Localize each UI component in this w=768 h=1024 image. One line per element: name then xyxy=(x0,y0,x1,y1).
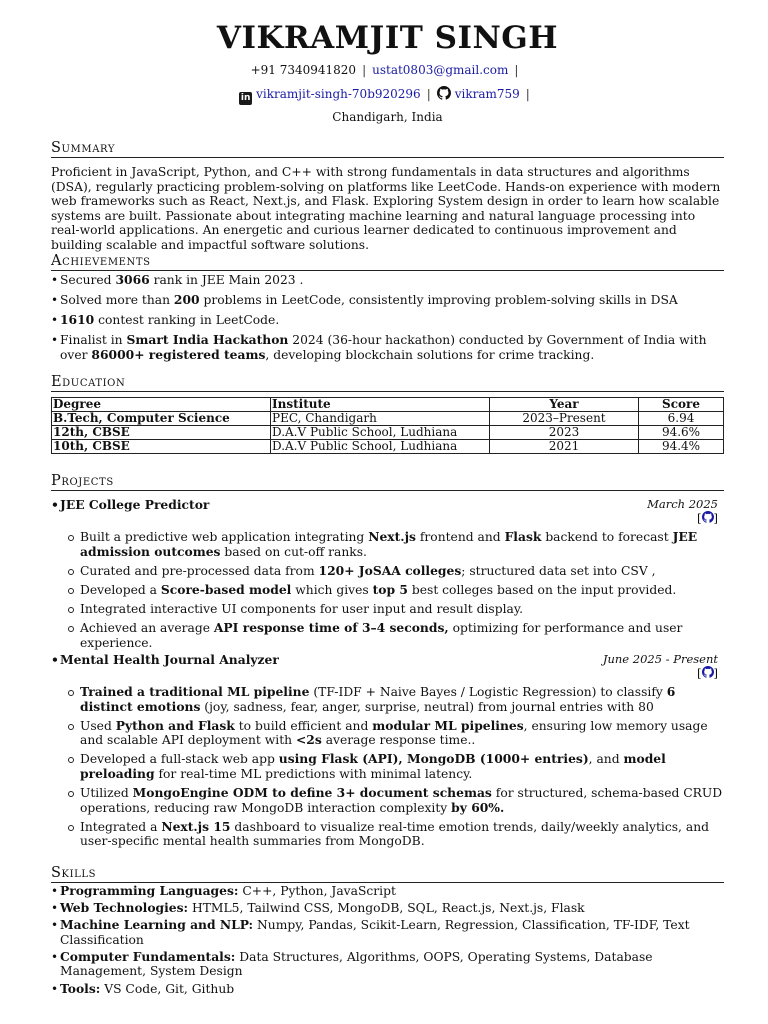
section-title-skills: Skills xyxy=(51,865,724,883)
project-points xyxy=(68,530,724,655)
table-header: Year xyxy=(490,398,639,412)
separator: | xyxy=(362,63,367,77)
project-point: Achieved an average API response time of 3–4 seconds, optimizing for performance and user experience. xyxy=(68,621,724,650)
email-link[interactable]: ustat0803@gmail.com xyxy=(372,63,509,77)
table-cell: PEC, Chandigarh xyxy=(271,412,490,426)
table-cell: 2021 xyxy=(490,440,639,454)
github-icon[interactable] xyxy=(702,511,714,523)
project-link[interactable]: [ ] xyxy=(697,666,718,680)
table-row xyxy=(52,426,724,440)
table-cell: B.Tech, Computer Science xyxy=(52,412,271,426)
project-point: Used Python and Flask to build efficient and modular ML pipelines, ensuring low memory usage and scalable API deployment with <2s average response time.. xyxy=(68,719,724,748)
project-date: March 2025 xyxy=(647,497,718,511)
separator: | xyxy=(426,87,431,101)
table-header: Score xyxy=(639,398,724,412)
table-cell: 94.4% xyxy=(639,440,724,454)
table-header: Degree xyxy=(52,398,271,412)
section-title-projects: Projects xyxy=(51,473,724,491)
skills-list xyxy=(51,884,724,999)
contact-line-2 xyxy=(51,86,724,105)
skill-item: • Computer Fundamentals: Data Structures, Algorithms, OOPS, Operating Systems, Database Management, System Design xyxy=(51,950,724,979)
table-cell: 2023 xyxy=(490,426,639,440)
linkedin-icon[interactable]: in xyxy=(240,93,251,103)
table-cell: 12th, CBSE xyxy=(52,426,271,440)
table-header-row xyxy=(52,398,724,412)
table-cell: 6.94 xyxy=(639,412,724,426)
table-cell: D.A.V Public School, Ludhiana xyxy=(271,440,490,454)
project-points xyxy=(68,685,724,853)
summary-text: Proficient in JavaScript, Python, and C++ with strong fundamentals in data structures and algorithms (DSA), regularly practicing problem-solving on platforms like LeetCode. Hands-on experience with modern web frameworks such as React, Next.js, and Flask. Exploring System design in order to learn how scalable systems are built. Passionate about integrating machine learning and natural language processing into real-world applications. An energetic and curious learner dedicated to continuous improvement and building scalable and impactful software solutions. xyxy=(51,165,721,252)
github-link[interactable]: vikram759 xyxy=(454,87,520,101)
contact-line-1 xyxy=(51,62,724,78)
project-point: Developed a Score-based model which gives top 5 best colleges based on the input provided. xyxy=(68,583,724,598)
project-point: Built a predictive web application integrating Next.js frontend and Flask backend to forecast JEE admission outcomes based on cut-off ranks. xyxy=(68,530,724,559)
table-cell: 2023–Present xyxy=(490,412,639,426)
skill-item: • Web Technologies: HTML5, Tailwind CSS, MongoDB, SQL, React.js, Next.js, Flask xyxy=(51,901,724,916)
skill-item: • Programming Languages: C++, Python, JavaScript xyxy=(51,884,724,899)
table-cell: 10th, CBSE xyxy=(52,440,271,454)
project-point: Integrated a Next.js 15 dashboard to visualize real-time emotion trends, daily/weekly analytics, and user-specific mental health summaries from MongoDB. xyxy=(68,820,724,849)
separator: | xyxy=(514,63,519,77)
education-table xyxy=(51,397,724,454)
project-point: Trained a traditional ML pipeline (TF-IDF + Naive Bayes / Logistic Regression) to classify 6 distinct emotions (joy, sadness, fear, anger, surprise, neutral) from journal entries with 80 xyxy=(68,685,724,714)
project-point: Curated and pre-processed data from 120+ JoSAA colleges; structured data set into CSV , xyxy=(68,564,724,579)
table-header: Institute xyxy=(271,398,490,412)
table-row xyxy=(52,412,724,426)
section-title-achievements: Achievements xyxy=(51,253,724,271)
table-cell: D.A.V Public School, Ludhiana xyxy=(271,426,490,440)
project-title: • Mental Health Journal Analyzer xyxy=(51,652,279,667)
project-point: Integrated interactive UI components for user input and result display. xyxy=(68,602,724,617)
project-link[interactable]: [ ] xyxy=(697,511,718,525)
project-date: June 2025 - Present xyxy=(602,652,718,666)
candidate-name: VIKRAMJIT SINGH xyxy=(216,20,559,56)
project-point: Developed a full-stack web app using Flask (API), MongoDB (1000+ entries), and model preloading for real-time ML predictions with minimal latency. xyxy=(68,752,724,781)
section-title-summary: Summary xyxy=(51,140,724,158)
achievement-item: • 1610 contest ranking in LeetCode. xyxy=(51,313,724,328)
skill-item: • Machine Learning and NLP: Numpy, Pandas, Scikit-Learn, Regression, Classification, TF-IDF, Text Classification xyxy=(51,918,724,947)
table-row xyxy=(52,440,724,454)
achievement-item: • Finalist in Smart India Hackathon 2024 (36-hour hackathon) conducted by Government of India with over 86000+ registered teams, developing blockchain solutions for crime tracking. xyxy=(51,333,724,362)
separator: | xyxy=(525,87,530,101)
github-icon[interactable] xyxy=(702,666,714,678)
phone-number: +91 7340941820 xyxy=(250,63,357,77)
github-icon[interactable] xyxy=(437,86,451,100)
project-point: Utilized MongoEngine ODM to define 3+ document schemas for structured, schema-based CRUD operations, reducing raw MongoDB interaction complexity by 60%. xyxy=(68,786,724,815)
table-cell: 94.6% xyxy=(639,426,724,440)
achievements-list xyxy=(51,273,724,362)
achievement-item: • Secured 3066 rank in JEE Main 2023 . xyxy=(51,273,724,288)
skill-item: • Tools: VS Code, Git, Github xyxy=(51,982,724,997)
linkedin-link[interactable]: vikramjit-singh-70b920296 xyxy=(256,87,421,101)
section-title-education: Education xyxy=(51,374,724,392)
project-title: • JEE College Predictor xyxy=(51,497,209,512)
achievement-item: • Solved more than 200 problems in LeetCode, consistently improving problem-solving skills in DSA xyxy=(51,293,724,308)
location: Chandigarh, India xyxy=(332,110,443,124)
